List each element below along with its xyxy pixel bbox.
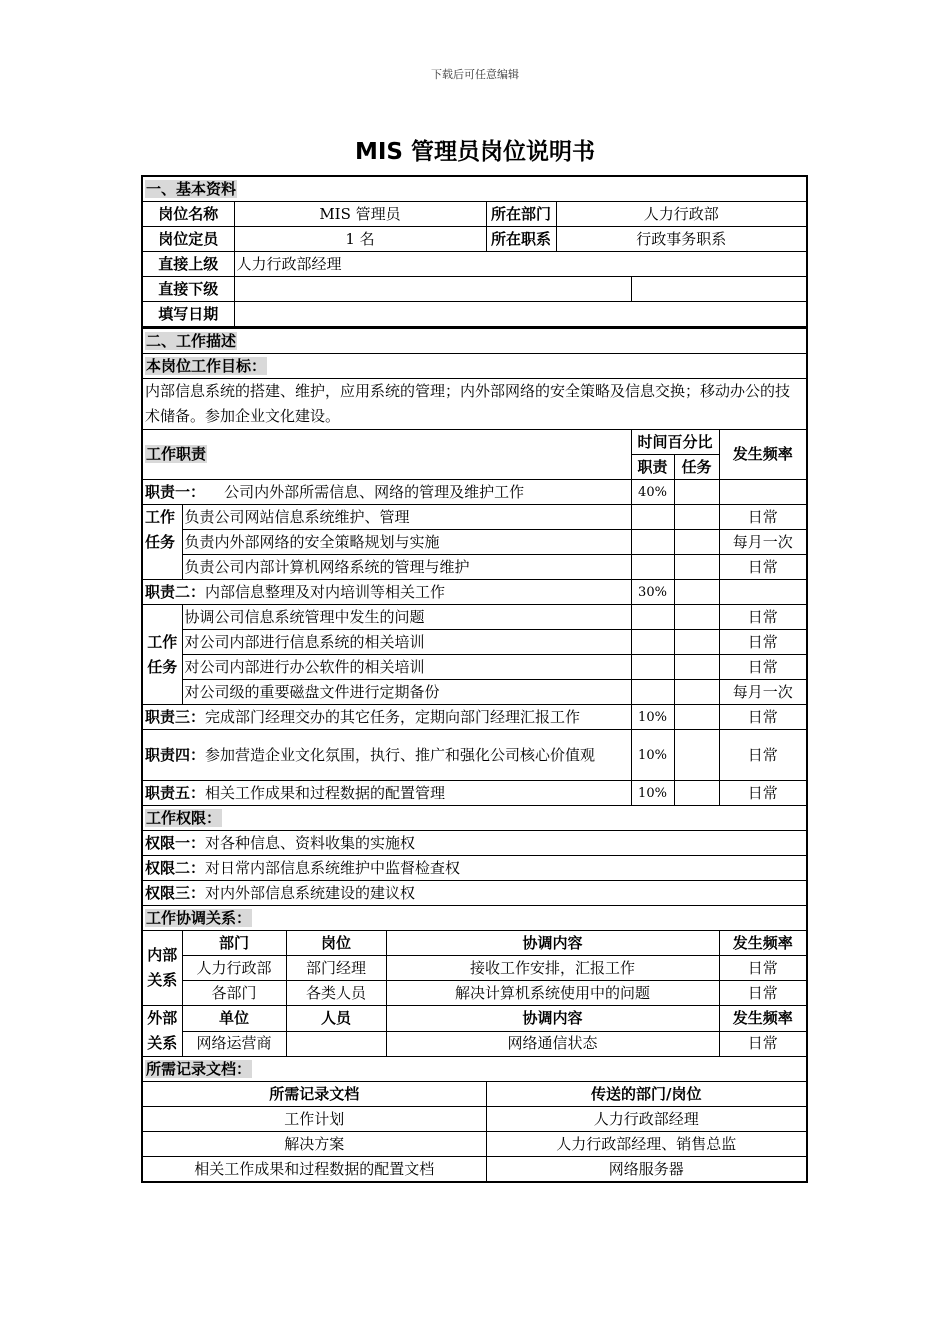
external-unit: 网络运营商 [182, 1031, 286, 1057]
duty-row [142, 781, 807, 806]
job-family-label: 所在职系 [486, 227, 556, 252]
basic-row [142, 202, 807, 227]
duty-1-freq [719, 480, 807, 505]
duty-1-pct: 40% [631, 480, 674, 505]
duty-4-pct: 10% [631, 730, 674, 781]
internal-post-header: 岗位 [286, 931, 386, 956]
date-value [234, 302, 807, 328]
internal-dept: 各部门 [182, 981, 286, 1006]
internal-freq-header: 发生频率 [719, 931, 807, 956]
position-name-value: MIS 管理员 [234, 202, 486, 227]
internal-row [142, 956, 807, 981]
internal-relation-label: 内部 关系 [142, 931, 182, 1006]
headcount-value: 1 名 [234, 227, 486, 252]
superior-value: 人力行政部经理 [234, 252, 807, 277]
task-text: 负责公司网站信息系统维护、管理 [182, 505, 631, 530]
authority-label-row [142, 806, 807, 831]
internal-dept: 人力行政部 [182, 956, 286, 981]
duty-row [142, 705, 807, 730]
task-group-label: 工作 任务 [142, 605, 182, 705]
duty-col-label: 职责 [631, 455, 674, 480]
department-label: 所在部门 [486, 202, 556, 227]
position-name-label: 岗位名称 [142, 202, 234, 227]
duty-row [142, 730, 807, 781]
duty-4-text: 职责四：参加营造企业文化氛围，执行、推广和强化公司核心价值观 [142, 730, 631, 781]
records-dest: 人力行政部经理、销售总监 [486, 1132, 807, 1157]
duty-row [142, 580, 807, 605]
frequency-label: 发生频率 [719, 430, 807, 480]
authority-item: 权限三：对内外部信息系统建设的建议权 [142, 881, 807, 906]
goal-label: 本岗位工作目标： [142, 354, 807, 379]
internal-header-row [142, 931, 807, 956]
external-freq-header: 发生频率 [719, 1006, 807, 1032]
records-dest-header: 传送的部门/岗位 [486, 1082, 807, 1107]
department-value: 人力行政部 [556, 202, 807, 227]
subordinate-value [234, 277, 631, 302]
task-freq: 日常 [719, 505, 807, 530]
goal-text-row [142, 379, 807, 430]
basic-row [142, 302, 807, 328]
duty-2-pct: 30% [631, 580, 674, 605]
external-content: 网络通信状态 [386, 1031, 719, 1057]
authority-row [142, 856, 807, 881]
duty-5-freq: 日常 [719, 781, 807, 806]
external-person-header: 人员 [286, 1006, 386, 1032]
task-text: 对公司内部进行办公软件的相关培训 [182, 655, 631, 680]
duties-label: 工作职责 [142, 430, 631, 480]
duty-1-task-pct [674, 480, 719, 505]
external-row [142, 1031, 807, 1057]
goal-text: 内部信息系统的搭建、维护，应用系统的管理；内外部网络的安全策略及信息交换；移动办公的技术储备。参加企业文化建设。 [142, 379, 807, 430]
job-family-value: 行政事务职系 [556, 227, 807, 252]
task-text: 对公司级的重要磁盘文件进行定期备份 [182, 680, 631, 705]
external-freq: 日常 [719, 1031, 807, 1057]
coordination-label-row [142, 906, 807, 931]
date-label: 填写日期 [142, 302, 234, 328]
task-freq: 日常 [719, 630, 807, 655]
headcount-label: 岗位定员 [142, 227, 234, 252]
duty-5-text: 职责五：相关工作成果和过程数据的配置管理 [142, 781, 631, 806]
internal-dept-header: 部门 [182, 931, 286, 956]
internal-content: 解决计算机系统使用中的问题 [386, 981, 719, 1006]
internal-content-header: 协调内容 [386, 931, 719, 956]
basic-row [142, 252, 807, 277]
internal-post: 各类人员 [286, 981, 386, 1006]
records-dest: 人力行政部经理 [486, 1107, 807, 1132]
external-person [286, 1031, 386, 1057]
internal-content: 接收工作安排，汇报工作 [386, 956, 719, 981]
task-row [142, 605, 807, 630]
task-freq: 每月一次 [719, 530, 807, 555]
records-doc-header: 所需记录文档 [142, 1082, 486, 1107]
duty-3-freq: 日常 [719, 705, 807, 730]
internal-freq: 日常 [719, 956, 807, 981]
section-basic-row [142, 176, 807, 202]
task-row [142, 505, 807, 530]
section-basic-title: 一、基本资料 [142, 176, 807, 202]
records-dest: 网络服务器 [486, 1157, 807, 1183]
duty-3-text: 职责三：完成部门经理交办的其它任务，定期向部门经理汇报工作 [142, 705, 631, 730]
task-text: 对公司内部进行信息系统的相关培训 [182, 630, 631, 655]
task-row [142, 530, 807, 555]
records-label-row [142, 1057, 807, 1082]
internal-post: 部门经理 [286, 956, 386, 981]
internal-row [142, 981, 807, 1006]
time-pct-label: 时间百分比 [631, 430, 719, 455]
duty-1-text: 职责一： 公司内外部所需信息、网络的管理及维护工作 [142, 480, 631, 505]
job-description-table [141, 175, 808, 1183]
basic-row [142, 277, 807, 302]
page-title: MIS 管理员岗位说明书 [354, 139, 596, 165]
records-header-row [142, 1082, 807, 1107]
task-row [142, 630, 807, 655]
duty-5-pct: 10% [631, 781, 674, 806]
authority-row [142, 881, 807, 906]
records-doc: 解决方案 [142, 1132, 486, 1157]
task-text: 负责公司内部计算机网络系统的管理与维护 [182, 555, 631, 580]
records-doc: 工作计划 [142, 1107, 486, 1132]
external-relation-label: 外部 关系 [142, 1006, 182, 1057]
task-text: 负责内外部网络的安全策略规划与实施 [182, 530, 631, 555]
records-row [142, 1157, 807, 1183]
job-description-form [141, 175, 806, 1183]
authority-label: 工作权限： [142, 806, 807, 831]
section-work-row [142, 328, 807, 354]
authority-row [142, 831, 807, 856]
goal-label-row [142, 354, 807, 379]
external-header-row [142, 1006, 807, 1032]
coordination-label: 工作协调关系： [142, 906, 807, 931]
task-freq: 日常 [719, 605, 807, 630]
subordinate-label: 直接下级 [142, 277, 234, 302]
section-work-title: 二、工作描述 [142, 328, 807, 354]
task-freq: 日常 [719, 655, 807, 680]
external-unit-header: 单位 [182, 1006, 286, 1032]
subordinate-extra [631, 277, 807, 302]
header-note: 下载后可任意编辑 [431, 68, 519, 81]
duties-header-row [142, 430, 807, 455]
task-col-label: 任务 [674, 455, 719, 480]
duty-2-text: 职责二：内部信息整理及对内培训等相关工作 [142, 580, 631, 605]
task-freq: 每月一次 [719, 680, 807, 705]
superior-label: 直接上级 [142, 252, 234, 277]
task-row [142, 680, 807, 705]
duty-3-pct: 10% [631, 705, 674, 730]
duty-4-freq: 日常 [719, 730, 807, 781]
external-content-header: 协调内容 [386, 1006, 719, 1032]
authority-item: 权限一：对各种信息、资料收集的实施权 [142, 831, 807, 856]
authority-item: 权限二：对日常内部信息系统维护中监督检查权 [142, 856, 807, 881]
records-row [142, 1132, 807, 1157]
task-group-label: 工作 任务 [142, 505, 182, 580]
records-doc: 相关工作成果和过程数据的配置文档 [142, 1157, 486, 1183]
duty-row [142, 480, 807, 505]
records-label: 所需记录文档： [142, 1057, 807, 1082]
task-row [142, 655, 807, 680]
task-freq: 日常 [719, 555, 807, 580]
basic-row [142, 227, 807, 252]
task-row [142, 555, 807, 580]
records-row [142, 1107, 807, 1132]
internal-freq: 日常 [719, 981, 807, 1006]
task-text: 协调公司信息系统管理中发生的问题 [182, 605, 631, 630]
